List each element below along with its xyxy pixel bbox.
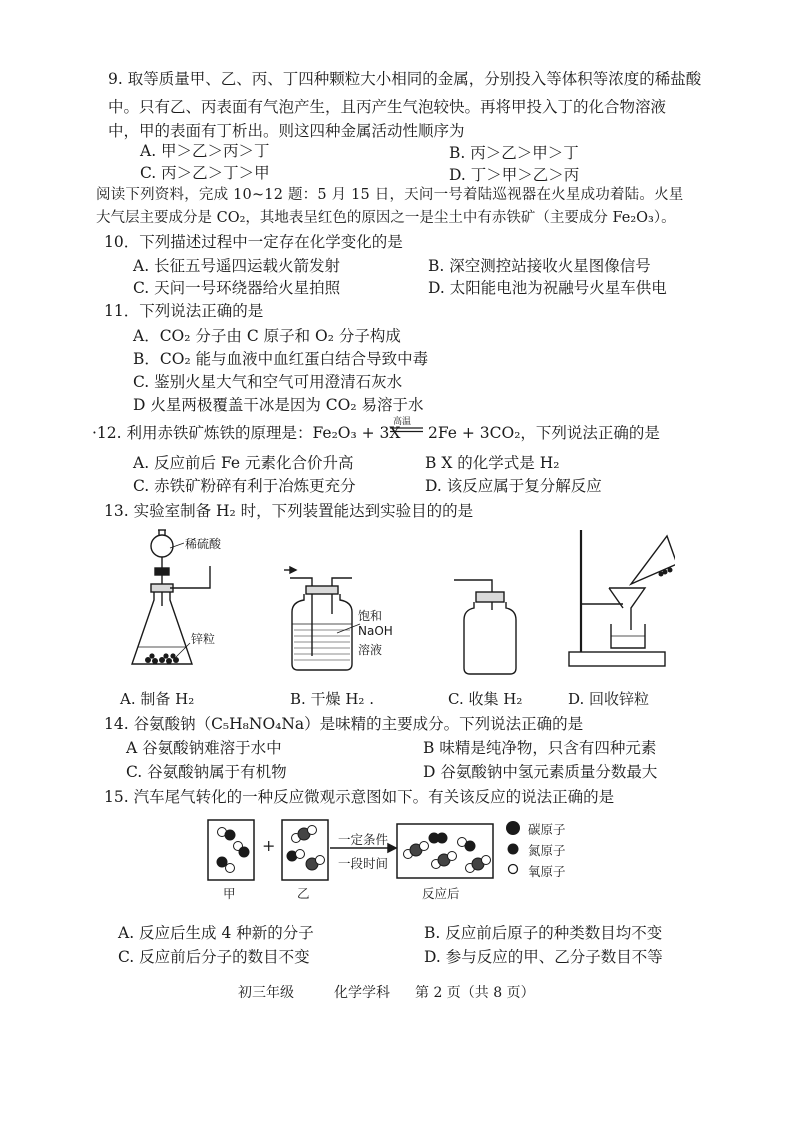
q14-option-b: B 味精是纯净物，只含有四种元素	[423, 739, 657, 757]
q14-option-a: A 谷氨酸钠难溶于水中	[126, 739, 282, 757]
q11-option-d: D 火星两极覆盖干冰是因为 CO₂ 易溶于水	[133, 396, 424, 414]
q9-option-c: C. 丙＞乙＞丁＞甲	[140, 164, 270, 182]
q13-option-a: A. 制备 H₂	[120, 690, 195, 708]
q13-option-b: B. 干燥 H₂ .	[290, 690, 374, 708]
q9-stem-line1: 9. 取等质量甲、乙、丙、丁四种颗粒大小相同的金属，分别投入等体积等浓度的稀盐酸	[108, 70, 702, 88]
q13-apparatus-b-figure	[282, 560, 362, 680]
q9-option-d: D. 丁＞甲＞乙＞丙	[449, 166, 580, 184]
q13-apparatus-d-figure	[565, 526, 675, 676]
footer-grade: 初三年级	[238, 985, 294, 1001]
q10-option-d: D. 太阳能电池为祝融号火星车供电	[428, 279, 667, 297]
q12-reaction-condition: 高温	[393, 417, 412, 427]
q11-option-c: C. 鉴别火星大气和空气可用澄清石灰水	[133, 373, 403, 391]
q14-option-d: D 谷氨酸钠中氢元素质量分数最大	[423, 763, 658, 781]
q13-option-d: D. 回收锌粒	[568, 690, 650, 708]
q13-label-dilute-sulfuric-acid: 稀硫酸	[185, 537, 222, 551]
q11-option-b: B．CO₂ 能与血液中血红蛋白结合导致中毒	[133, 350, 429, 368]
carbon-atom-icon	[506, 821, 520, 835]
q12-reaction-equals-sign	[390, 427, 424, 433]
footer-page-number: 第 2 页（共 8 页）	[415, 985, 535, 1001]
q11-stem: 11．下列说法正确的是	[104, 302, 264, 320]
q9-option-a: A. 甲＞乙＞丙＞丁	[140, 142, 270, 160]
q15-legend-carbon: 碳原子	[528, 822, 566, 837]
q15-plus-sign: +	[262, 836, 276, 855]
q15-option-d: D. 参与反应的甲、乙分子数目不等	[424, 948, 663, 966]
q14-stem: 14. 谷氨酸钠（C₅H₈NO₄Na）是味精的主要成分。下列说法正确的是	[104, 715, 584, 733]
q9-option-b: B. 丙＞乙＞甲＞丁	[449, 144, 579, 162]
q15-stem: 15. 汽车尾气转化的一种反应微观示意图如下。有关该反应的说法正确的是	[104, 788, 615, 806]
q15-option-b: B. 反应前后原子的种类数目均不变	[424, 924, 663, 942]
q15-condition-line1: 一定条件	[338, 832, 389, 847]
q10-option-a: A. 长征五号遥四运载火箭发射	[133, 257, 341, 275]
q10-option-c: C. 天问一号环绕器给火星拍照	[133, 279, 341, 297]
reading-passage-line2: 大气层主要成分是 CO₂，其地表呈红色的原因之一是尘土中有赤铁矿（主要成分 Fe₂O₃）。	[96, 210, 676, 226]
nitrogen-atom-icon	[508, 844, 519, 855]
q13-apparatus-c-figure	[450, 570, 520, 680]
q14-option-c: C. 谷氨酸钠属于有机物	[126, 763, 287, 781]
footer-subject: 化学学科	[334, 985, 390, 1001]
oxygen-atom-icon	[509, 865, 518, 874]
q13-label-saturated: 饱和	[358, 609, 383, 623]
q15-label-after-reaction: 反应后	[422, 886, 460, 901]
q9-stem-line3: 中，甲的表面有丁析出。则这四种金属活动性顺序为	[108, 122, 465, 140]
q12-stem-part2: 2Fe + 3CO₂，下列说法正确的是	[428, 424, 660, 442]
q15-label-yi: 乙	[297, 886, 310, 901]
q15-option-c: C. 反应前后分子的数目不变	[118, 948, 310, 966]
q13-option-c: C. 收集 H₂	[448, 690, 523, 708]
q12-option-c: C. 赤铁矿粉碎有利于冶炼更充分	[133, 477, 356, 495]
q12-stem-part1: ·12. 利用赤铁矿炼铁的原理是：Fe₂O₃ + 3X	[92, 424, 401, 442]
q15-label-jia: 甲	[223, 886, 236, 901]
q13-label-naoh: NaOH	[358, 624, 393, 638]
reading-passage-line1: 阅读下列资料，完成 10~12 题：5 月 15 日，天问一号着陆巡视器在火星成功着陆。火星	[96, 187, 684, 203]
q15-option-a: A. 反应后生成 4 种新的分子	[118, 924, 314, 942]
q11-option-a: A．CO₂ 分子由 C 原子和 O₂ 分子构成	[133, 327, 401, 345]
q10-option-b: B. 深空测控站接收火星图像信号	[428, 257, 651, 275]
q13-stem: 13. 实验室制备 H₂ 时，下列装置能达到实验目的的是	[104, 502, 474, 520]
q12-option-a: A. 反应前后 Fe 元素化合价升高	[133, 454, 354, 472]
q13-label-zinc-granules: 锌粒	[191, 632, 216, 646]
q15-legend-oxygen: 氧原子	[528, 864, 566, 879]
q15-legend-nitrogen: 氮原子	[528, 843, 566, 858]
q13-label-solution: 溶液	[358, 643, 383, 657]
q12-option-d: D. 该反应属于复分解反应	[425, 477, 602, 495]
q15-legend-symbols	[502, 818, 524, 882]
q12-option-b: B X 的化学式是 H₂	[425, 454, 560, 472]
q10-stem: 10．下列描述过程中一定存在化学变化的是	[104, 233, 403, 251]
q15-condition-line2: 一段时间	[338, 856, 389, 871]
q15-reaction-diagram	[200, 812, 500, 884]
q9-stem-line2: 中。只有乙、丙表面有气泡产生，且丙产生气泡较快。再将甲投入丁的化合物溶液	[108, 98, 667, 116]
